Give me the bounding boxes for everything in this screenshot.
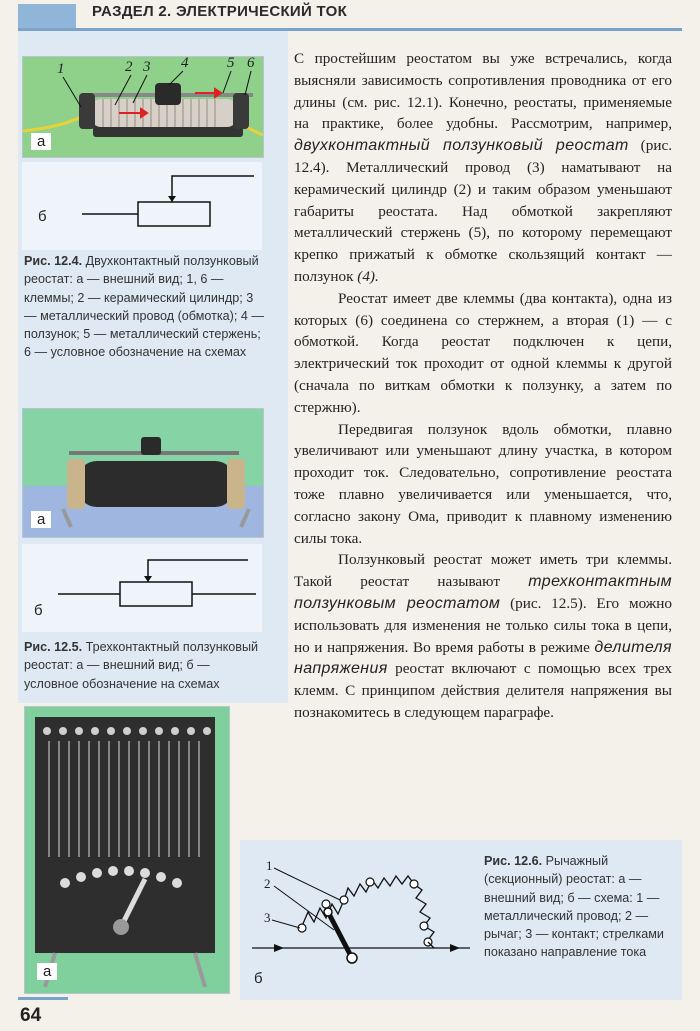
callout-2: 2 [125, 59, 133, 75]
paragraph-4: Ползунковый реостат может иметь три клеммы. Такой реостат называют трехконтактным ползунковым реостатом (рис. 12.5). Его можно использовать для изменения не только силы тока в цепи, но и напряжения. Во время работы в режиме делителя напряжения реостат включают с помощью всех трех клемм. С принципом действия делителя напряжения вы познакомитесь в следующем параграфе. [294, 551, 673, 721]
figure-12-4-caption [24, 252, 264, 362]
figure-12-6-photo [24, 706, 230, 994]
callout-1: 1 [57, 61, 65, 77]
figure-12-6-caption [484, 852, 678, 962]
callout-5: 5 [227, 56, 235, 71]
term-two-contact-rheostat: двухконтактный ползунковый реостат [294, 137, 629, 155]
figure-12-5-schematic [22, 544, 262, 632]
header-accent-block [18, 4, 76, 30]
figure-12-5-number: Рис. 12.5. [24, 640, 83, 654]
figure-12-4-label-b: б [38, 208, 47, 225]
figure-12-4-caption-text: Двухконтактный ползунковый реостат: а — внешний вид; 1, 6 — клеммы; 2 — керамический цилиндр; 3 — металлический провод (обмотка); 4 — ползунок; 5 — металлический стержень; 6 — условное обозначение на схемах [24, 254, 264, 360]
main-text [294, 48, 672, 724]
figure-12-5-caption-text: Трехконтактный ползунковый реостат: а — внешний вид; б — условное обозначение на схемах [24, 640, 259, 691]
three-contact-rheostat-symbol [22, 544, 262, 632]
paragraph-3: Передвигая ползунок вдоль обмотки, плавно увеличивают или уменьшают длину участка, в котором проходит ток. Следовательно, сопротивление реостата тоже плавно увеличивается или уменьшается, что, согласно закону Ома, приводит к плавному изменению силы тока. [294, 420, 672, 547]
lever-rheostat-scheme [244, 846, 476, 996]
lever-rheostat-illustration [25, 707, 229, 993]
callout-3: 3 [143, 59, 151, 75]
figure-12-6-caption-text: Рычажный (секционный) реостат: а — внешний вид; б — схема: 1 — металлический провод; 2 — рычаг; 3 — контакт; стрелками показано направление тока [484, 854, 664, 960]
figure-12-5-label-b: б [34, 602, 43, 619]
figure-12-4-number: Рис. 12.4. [24, 254, 83, 268]
callout-2: 2 [264, 876, 271, 891]
section-title: РАЗДЕЛ 2. ЭЛЕКТРИЧЕСКИЙ ТОК [92, 3, 348, 20]
paragraph-2: Реостат имеет две клеммы (два контакта), одна из которых (6) соединена со стержнем, а вторая (1) — с обмоткой. Когда реостат подключен к цепи, электрический ток проходит от одной клеммы к другой (сначала по виткам обмотки к ползунку, а затем по стержню). [294, 289, 672, 416]
three-contact-rheostat-illustration [23, 409, 263, 537]
figure-12-6-number: Рис. 12.6. [484, 854, 543, 868]
callout-3: 3 [264, 910, 271, 925]
callout-4: 4 [181, 56, 189, 71]
figure-12-5-photo [22, 408, 264, 538]
footer-rule [18, 997, 68, 1000]
figure-12-6-label-a: а [37, 963, 57, 980]
figure-12-5-label-a: а [31, 511, 51, 528]
page-number: 64 [20, 1005, 42, 1026]
two-contact-rheostat-symbol [22, 162, 262, 250]
figure-12-4-label-a: а [31, 133, 51, 150]
paragraph-1: С простейшим реостатом вы уже встречались, когда выясняли зависимость сопротивления проводника от его длины (см. рис. 12.1). Конечно, реостаты, применяемые на практике, более удобны. Рассмотрим, например, двухконтактный ползунковый реостат (рис. 12.4). Металлический провод (3) наматывают на керамический цилиндр (2) и таким образом уменьшают габариты реостата. Над обмоткой закрепляют металлический стержень (5), по которому перемещают крепко прижатый к обмотке скользящий контакт — ползунок (4). [294, 50, 672, 285]
figure-12-4-schematic [22, 162, 262, 250]
figure-12-5-caption [24, 638, 264, 693]
figure-12-6-label-b: б [254, 970, 263, 987]
figure-12-6-schematic [244, 846, 476, 996]
figure-12-4-photo [22, 56, 264, 158]
term-voltage-divider: делителя напряжения [294, 638, 672, 678]
term-three-contact-rheostat: трехконтактным ползунковым реостатом [294, 573, 672, 612]
callout-1: 1 [266, 858, 273, 873]
callout-6: 6 [247, 56, 255, 71]
